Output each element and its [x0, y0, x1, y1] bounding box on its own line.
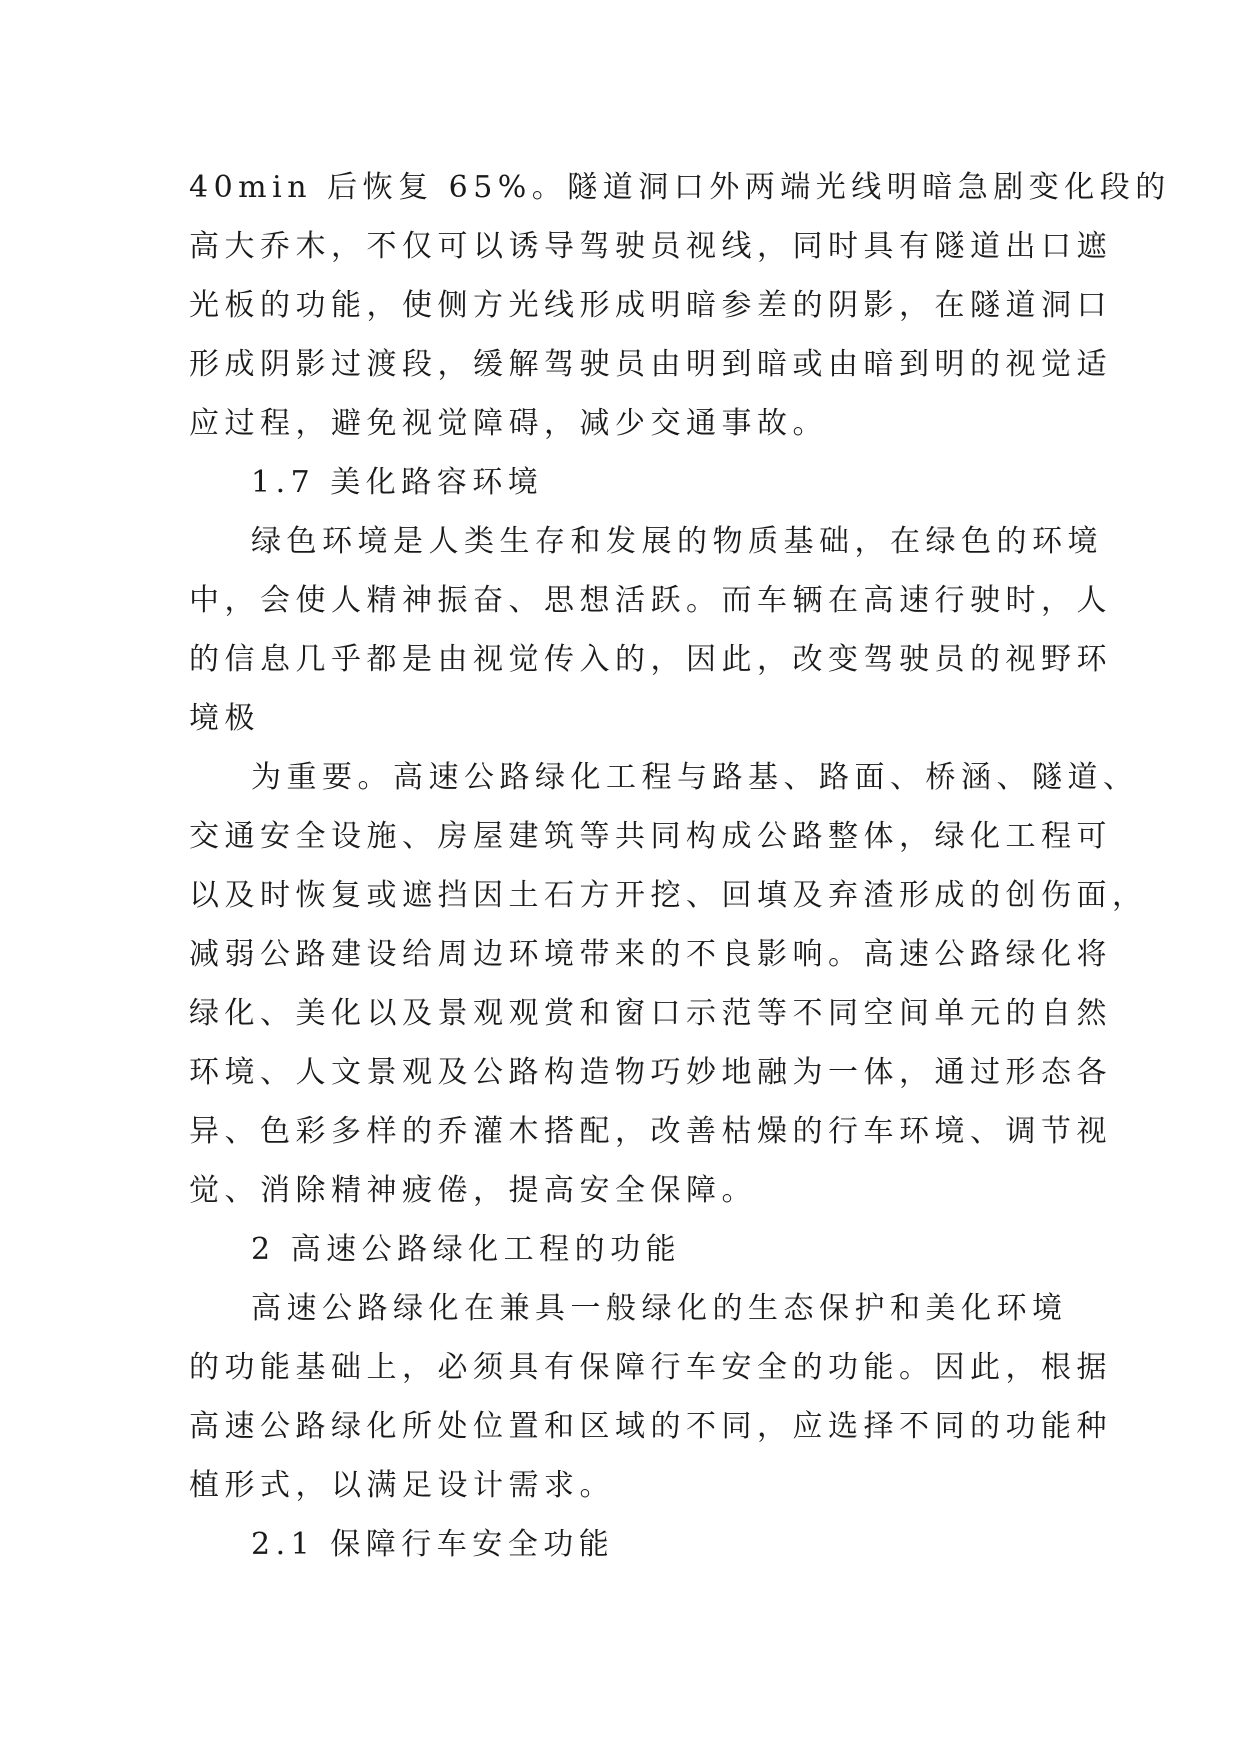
text-line: 以及时恢复或遮挡因土石方开挖、回填及弃渣形成的创伤面，	[189, 878, 1148, 913]
text-line: 环境、人文景观及公路构造物巧妙地融为一体，通过形态各	[189, 1055, 1112, 1090]
text-line: 绿色环境是人类生存和发展的物质基础，在绿色的环境	[251, 524, 1103, 559]
text-line: 40min 后恢复 65%。隧道洞口外两端光线明暗急剧变化段的	[189, 170, 1171, 205]
text-line: 中，会使人精神振奋、思想活跃。而车辆在高速行驶时，人	[189, 583, 1112, 618]
text-line: 绿化、美化以及景观观赏和窗口示范等不同空间单元的自然	[189, 996, 1112, 1031]
text-line: 减弱公路建设给周边环境带来的不良影响。高速公路绿化将	[189, 937, 1112, 972]
text-line: 交通安全设施、房屋建筑等共同构成公路整体，绿化工程可	[189, 819, 1112, 854]
text-line: 高速公路绿化所处位置和区域的不同，应选择不同的功能种	[189, 1409, 1112, 1444]
text-line: 植形式，以满足设计需求。	[189, 1468, 615, 1503]
text-line: 觉、消除精神疲倦，提高安全保障。	[189, 1173, 757, 1208]
text-line: 1.7 美化路容环境	[251, 465, 544, 500]
body-text	[189, 158, 1171, 1574]
text-line: 境极	[189, 701, 260, 736]
text-line: 高大乔木，不仅可以诱导驾驶员视线，同时具有隧道出口遮	[189, 229, 1112, 264]
text-line: 高速公路绿化在兼具一般绿化的生态保护和美化环境	[251, 1291, 1068, 1326]
text-line: 异、色彩多样的乔灌木搭配，改善枯燥的行车环境、调节视	[189, 1114, 1112, 1149]
text-line: 2.1 保障行车安全功能	[251, 1527, 615, 1562]
text-line: 为重要。高速公路绿化工程与路基、路面、桥涵、隧道、	[251, 760, 1139, 795]
text-line: 2 高速公路绿化工程的功能	[251, 1232, 682, 1267]
text-line: 光板的功能，使侧方光线形成明暗参差的阴影，在隧道洞口	[189, 288, 1112, 323]
text-line: 的信息几乎都是由视觉传入的，因此，改变驾驶员的视野环	[189, 642, 1112, 677]
text-line: 应过程，避免视觉障碍，减少交通事故。	[189, 406, 828, 441]
text-line: 的功能基础上，必须具有保障行车安全的功能。因此，根据	[189, 1350, 1112, 1385]
text-line: 形成阴影过渡段，缓解驾驶员由明到暗或由暗到明的视觉适	[189, 347, 1112, 382]
